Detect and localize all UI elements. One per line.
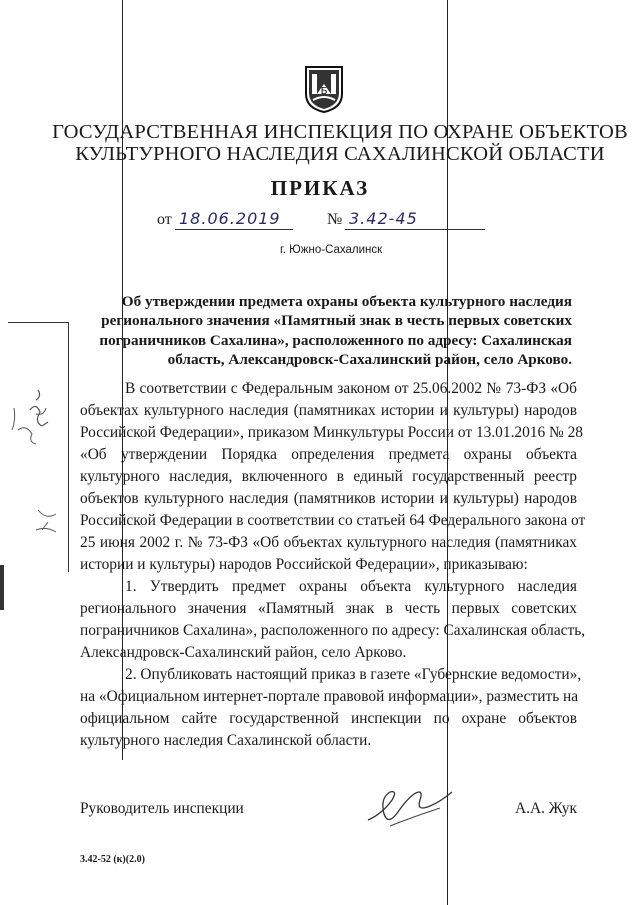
org-name-line-2: КУЛЬТУРНОГО НАСЛЕДИЯ САХАЛИНСКОЙ ОБЛАСТИ bbox=[75, 143, 605, 165]
page-edge-fragment bbox=[0, 565, 4, 610]
item-1-line: пограничников Сахалина», расположенного по адресу: Сахалинская область, bbox=[80, 622, 586, 639]
body-line: культурного наследия, включенного в единый государственный реестр bbox=[80, 468, 577, 485]
item-2-line: официальном сайте государственной инспекции по охране объектов bbox=[80, 710, 577, 727]
item-1-line: 1. Утвердить предмет охраны объекта культурного наследия bbox=[125, 578, 577, 595]
sakhalin-coat-of-arms-icon bbox=[303, 64, 345, 114]
city: г. Южно-Сахалинск bbox=[280, 244, 383, 256]
item-1-line: регионального значения «Памятный знак в честь первых советских bbox=[80, 600, 577, 617]
svg-text:Б: Б bbox=[320, 86, 328, 97]
body-line: В соответствии с Федеральным законом от 25.06.2002 № 73-ФЗ «Об bbox=[125, 380, 577, 397]
body-line: истории и культуры) народов Российской Федерации», приказываю: bbox=[80, 556, 528, 573]
org-name-line-1: ГОСУДАРСТВЕННАЯ ИНСПЕКЦИЯ ПО ОХРАНЕ ОБЪЕКТОВ bbox=[52, 121, 628, 143]
item-2-line: на «Официальном интернет-портале правовой информации», разместить на bbox=[80, 688, 579, 705]
number-prefix: № bbox=[327, 211, 343, 228]
body-line: 25 июня 2002 г. № 73-ФЗ «Об объектах культурного наследия (памятниках bbox=[80, 534, 577, 551]
footer-code: 3.42-52 (к)(2.0) bbox=[80, 854, 145, 865]
margin-notes bbox=[8, 370, 68, 590]
document-subject bbox=[80, 292, 572, 370]
page-edge-fragment bbox=[8, 322, 68, 323]
document-title: ПРИКАЗ bbox=[270, 176, 370, 200]
number-value: 3.42-45 bbox=[349, 209, 418, 228]
item-2-line: 2. Опубликовать настоящий приказ в газете «Губернские ведомости», bbox=[125, 666, 582, 683]
signatory-position: Руководитель инспекции bbox=[80, 800, 244, 817]
date-prefix: от bbox=[157, 211, 172, 228]
subject-line: Об утверждении предмета охраны объекта культурного наследия bbox=[121, 293, 572, 310]
page-edge-fragment bbox=[68, 322, 69, 572]
subject-line: регионального значения «Памятный знак в честь первых советских bbox=[101, 312, 572, 330]
subject-line: пограничников Сахалина», расположенного по адресу: Сахалинская bbox=[99, 331, 572, 349]
item-2-line: культурного наследия Сахалинской области. bbox=[80, 732, 372, 749]
body-line: Российской Федерации», приказом Минкультуры России от 13.01.2016 № 28 bbox=[80, 424, 583, 441]
item-1-line: Александровск-Сахалинский район, село Арково. bbox=[80, 644, 407, 661]
signatory-name: А.А. Жук bbox=[515, 800, 577, 817]
document-body bbox=[80, 378, 586, 752]
body-line: «Об утверждении Порядка определения предмета охраны объекта bbox=[80, 446, 577, 463]
body-line: объектов культурного наследия (памятников истории и культуры) народов bbox=[80, 490, 577, 507]
handwritten-signature bbox=[360, 776, 470, 836]
subject-line: область, Александровск-Сахалинский район, село Арково. bbox=[167, 351, 572, 369]
body-line: объектах культурного наследия (памятниках истории и культуры) народов bbox=[80, 402, 577, 419]
body-line: Российской Федерации в соответствии со статьей 64 Федерального закона от bbox=[80, 512, 586, 529]
date-number-row bbox=[157, 207, 497, 233]
date-value: 18.06.2019 bbox=[179, 209, 281, 228]
